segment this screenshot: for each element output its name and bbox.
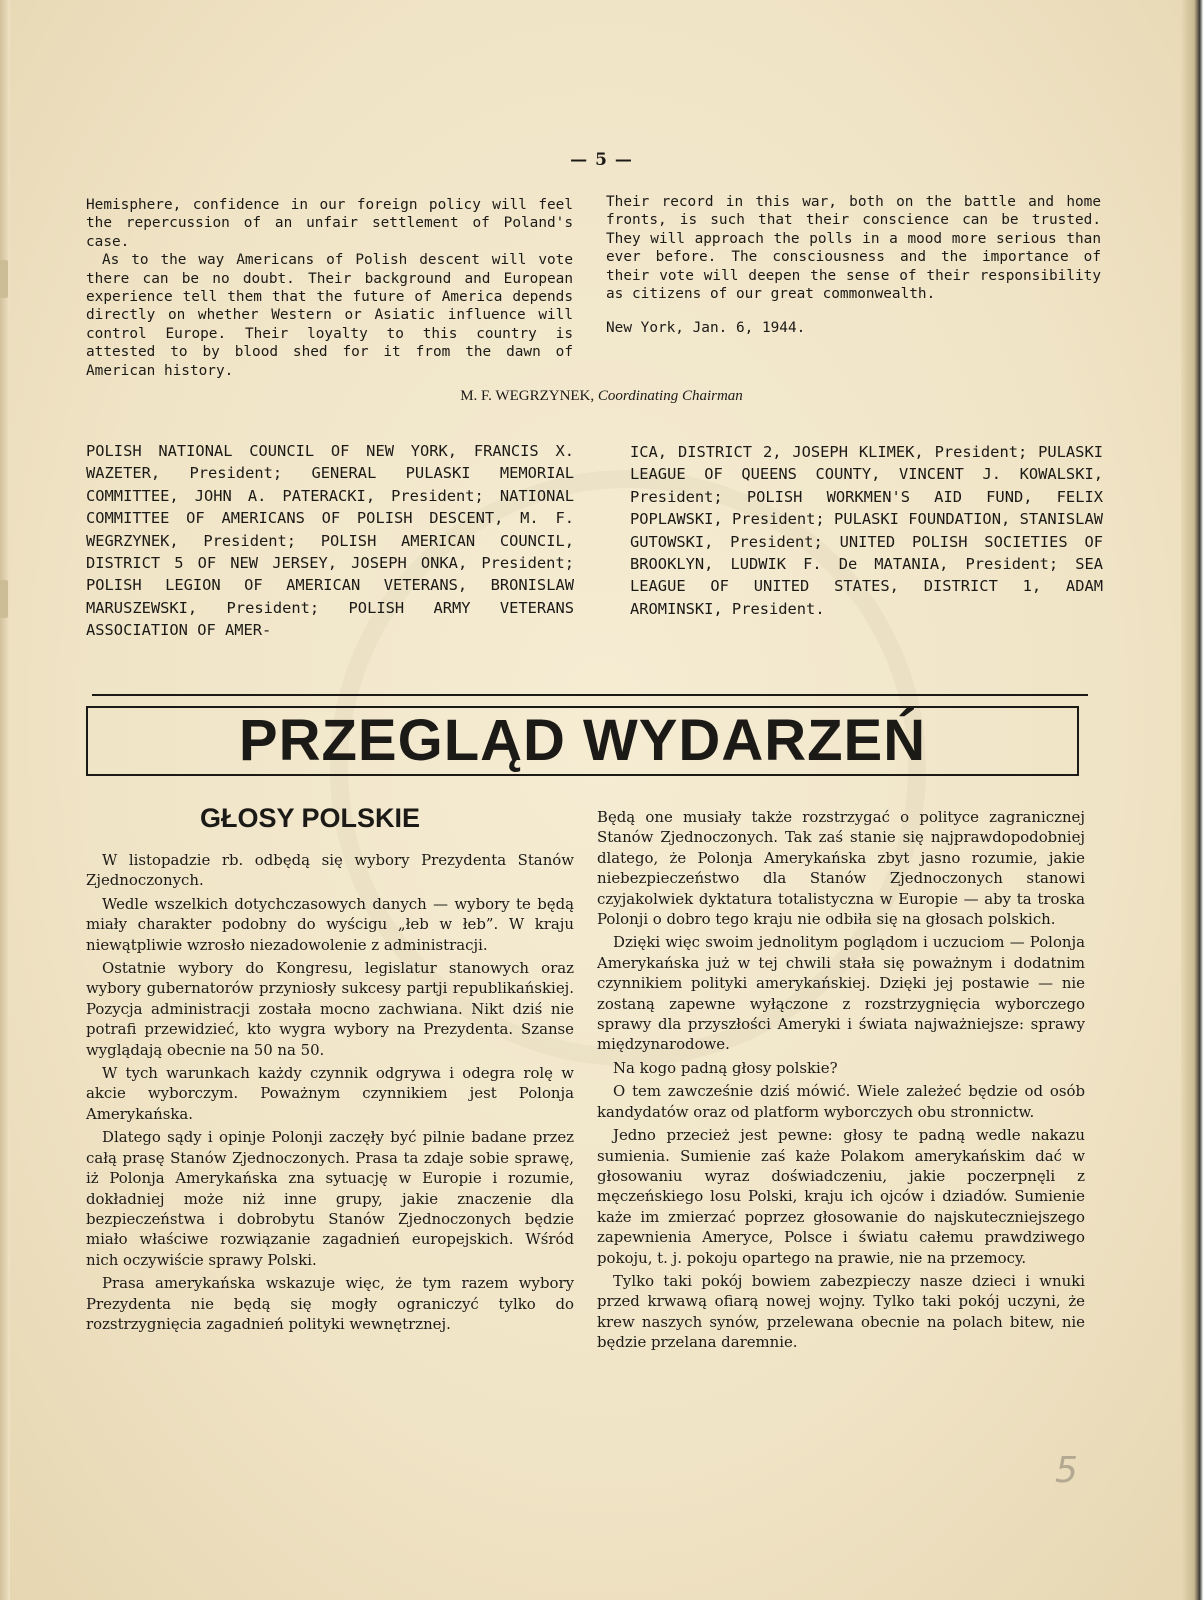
- binding-mark: [0, 260, 8, 298]
- organizations-left-column: POLISH NATIONAL COUNCIL OF NEW YORK, FRANCIS X. WAZETER, President; GENERAL PULASKI MEMORIAL COMMITTEE, JOHN A. PATERACKI, President; NATIONAL COMMITTEE OF AMERICANS OF POLISH DESCENT, M. F. WEGRZYNEK, President; POLISH AMERICAN COUNCIL, DISTRICT 5 OF NEW JERSEY, JOSEPH ONKA, President; POLISH LEGION OF AMERICAN VETERANS, BRONISLAW MARUSZEWSKI, President; POLISH ARMY VETERANS ASSOCIATION OF AMER-: [86, 442, 574, 640]
- paragraph: Jedno przecież jest pewne: głosy te padną wedle nakazu sumienia. Sumienie zaś każe Polakom amerykańskim dać w głosowaniu wyraz doświadczeniu, jakie poczerpnęli z męczeńskiego losu Polski, kraju ich ojców i dziadów. Sumienie każe im zmierzać poprzez głosowanie do najskuteczniejszego zapewnienia Ameryce, Polsce i światu całemu prawdziwego pokoju, t. j. pokoju opartego na prawie, nie na przemocy.: [597, 1126, 1085, 1267]
- handwritten-page-mark: 5: [1055, 1450, 1078, 1491]
- page-right-edge: [1181, 0, 1203, 1600]
- signatory-role: Coordinating Chairman: [597, 388, 743, 404]
- polish-right-column: [597, 807, 1085, 1353]
- signature-line: [0, 388, 1203, 405]
- paragraph: Their record in this war, both on the battle and home fronts, is such that their conscience can be trusted. They will approach the polls in a mood more serious than ever before. The consciousness and the importance of their vote will deepen the sense of their responsibility as citizens of our great commonwealth.: [606, 194, 1101, 303]
- binding-mark: [0, 580, 8, 618]
- paragraph: Hemisphere, confidence in our foreign policy will feel the repercussion of an unfair settlement of Poland's case.: [86, 197, 573, 250]
- section-headline: PRZEGLĄD WYDARZEŃ: [238, 708, 927, 773]
- paragraph: As to the way Americans of Polish descent will vote there can be no doubt. Their background and European experience tell them that the future of America depends directly on whether Western or Asiatic influence will control Europe. Their loyalty to this country is attested to by blood shed for it from the dawn of American history.: [86, 252, 573, 379]
- dateline: New York, Jan. 6, 1944.: [606, 320, 806, 337]
- headline-rule: [92, 694, 1088, 696]
- polish-left-column: [86, 850, 574, 1334]
- signatory-name: M. F. WEGRZYNEK,: [460, 388, 595, 404]
- page-number: — 5 —: [570, 150, 633, 170]
- paragraph: Dlatego sądy i opinje Polonji zaczęły być pilnie badane przez całą prasę Stanów Zjednoczonych. Prasa ta zdaje sobie sprawę, iż Polonja Amerykańska zna sytuację w Europie i rozumie, dokładniej może niż inne grupy, jakie znaczenie dla bezpieczeństwa i dobrobytu Stanów Zjednoczonych będzie miało właściwe rozwiązanie zagadnień europejskich. Wśród nich oczywiście sprawy Polski.: [86, 1128, 574, 1269]
- english-left-column: [86, 196, 573, 380]
- paragraph: Na kogo padną głosy polskie?: [613, 1058, 838, 1077]
- paragraph: O tem zawcześnie dziś mówić. Wiele zależeć będzie od osób kandydatów oraz od platform wyborczych obu stronnictw.: [597, 1082, 1085, 1121]
- paragraph: Ostatnie wybory do Kongresu, legislatur stanowych oraz wybory gubernatorów przyniosły sukcesy partji republikańskiej. Pozycja administracji została mocno zachwiana. Nikt dziś nie potrafi przewidzieć, kto wygra wybory na Prezydenta. Szanse wyglądają obecnie na 50 na 50.: [86, 959, 574, 1059]
- page-left-edge: [0, 0, 10, 1600]
- paragraph: Prasa amerykańska wskazuje więc, że tym razem wybory Prezydenta nie będą się mogły ograniczyć tylko do rozstrzygnięcia zagadnień polityki wewnętrznej.: [86, 1274, 574, 1333]
- paragraph: Wedle wszelkich dotychczasowych danych — wybory te będą miały charakter podobny do wyścigu „łeb w łeb”. W kraju niewątpliwie wzrosło niezadowolenie z administracji.: [86, 894, 574, 954]
- organizations-right-column: ICA, DISTRICT 2, JOSEPH KLIMEK, President; PULASKI LEAGUE OF QUEENS COUNTY, VINCENT J. KOWALSKI, President; POLISH WORKMEN'S AID FUND, FELIX POPLAWSKI, President; PULASKI FOUNDATION, STANISLAW GUTOWSKI, President; UNITED POLISH SOCIETIES OF BROOKLYN, LUDWIK F. De MATANIA, President; SEA LEAGUE OF UNITED STATES, DISTRICT 1, ADAM AROMINSKI, President.: [630, 443, 1103, 618]
- article-title: GŁOSY POLSKIE: [200, 803, 421, 833]
- paragraph: Tylko taki pokój bowiem zabezpieczy nasze dzieci i wnuki przed krwawą ofiarą nowej wojny. Tylko taki pokój uczyni, że krew naszych synów, przelewana obecnie na polach bitew, nie będzie przelana daremnie.: [597, 1271, 1085, 1352]
- paragraph: Będą one musiały także rozstrzygać o polityce zagranicznej Stanów Zjednoczonych. Tak zaś stanie się najprawdopodobniej dlatego, że Polonja Amerykańska zbyt jasno rozumie, jakie niebezpieczeństwo dla Stanów Zjednoczonych stanowi czyjakolwiek dyktatura totalistyczna w Europie — aby ta troska Polonji o dobro tego kraju nie odbiła się na głosach polskich.: [597, 808, 1085, 929]
- english-right-column: [606, 193, 1101, 338]
- paragraph: Dzięki więc swoim jednolitym poglądom i uczuciom — Polonja Amerykańska już w tej chwili stała się poważnym i dodatnim czynnikiem polityki amerykańskiej. Dzięki jej postawie — nie zostaną zapewne wyłączone z rozstrzygnięcia wyborczego sprawy dla przyszłości Ameryki i świata najważniejsze: sprawy międzynarodowe.: [597, 933, 1085, 1054]
- paragraph: W tych warunkach każdy czynnik odgrywa i odegra rolę w akcie wyborczym. Poważnym czynnikiem jest Polonja Amerykańska.: [86, 1064, 574, 1123]
- paragraph: W listopadzie rb. odbędą się wybory Prezydenta Stanów Zjednoczonych.: [86, 851, 574, 890]
